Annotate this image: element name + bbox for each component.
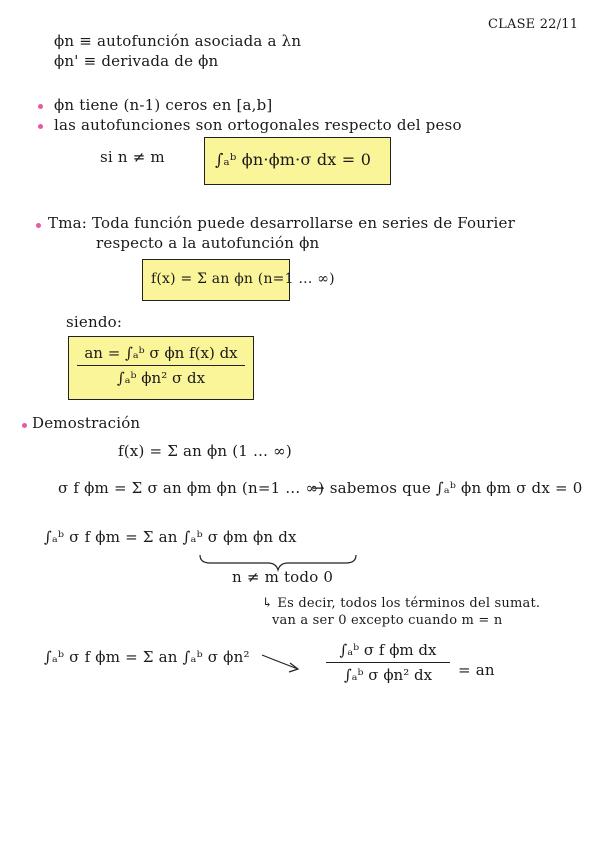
coefficient-numerator: an = ∫ₐᵇ σ ϕn f(x) dx [84,344,238,362]
series-expansion-eq: f(x) = Σ an ϕn (1 … ∞) [118,442,292,460]
definition-phi-n-derivative: ϕn' ≡ derivada de ϕn [54,52,219,70]
condition-n-neq-m: si n ≠ m [100,148,165,166]
orthogonality-formula: ∫ₐᵇ ϕn·ϕm·σ dx = 0 [215,150,372,169]
theorem-statement-cont: respecto a la autofunción ϕn [96,234,320,252]
final-numerator: ∫ₐᵇ σ f ϕm dx [339,641,437,659]
bullet-zeros: ϕn tiene (n-1) ceros en [a,b] [54,96,273,114]
siendo-label: siendo: [66,313,123,331]
multiplied-series-eq: σ f ϕm = Σ σ an ϕm ϕn (n=1 … ∞) [58,479,325,497]
definition-phi-n: ϕn ≡ autofunción asociada a λn [54,32,302,50]
fourier-series-formula: f(x) = Σ an ϕn (n=1 … ∞) [151,271,335,287]
class-date: CLASE 22/11 [488,17,579,32]
reduced-sum-eq: ∫ₐᵇ σ f ϕm = Σ an ∫ₐᵇ σ ϕn² [44,648,250,666]
fraction-bar [326,662,450,663]
explanation-line-1: ↳ Es decir, todos los términos del sumat. [262,596,541,611]
integrated-series-eq: ∫ₐᵇ σ f ϕm = Σ an ∫ₐᵇ σ ϕm ϕn dx [44,528,297,546]
orthogonality-reminder: → sabemos que ∫ₐᵇ ϕn ϕm σ dx = 0 [312,479,583,497]
final-result: = an [458,661,495,679]
final-fraction [326,640,450,685]
final-denominator: ∫ₐᵇ σ ϕn² dx [343,666,433,685]
coefficient-denominator: ∫ₐᵇ ϕn² σ dx [116,369,206,388]
right-arrow-shaft [262,655,298,669]
explanation-line-2: van a ser 0 excepto cuando m = n [272,613,503,628]
theorem-statement: Tma: Toda función puede desarrollarse en series de Fourier [48,214,515,232]
demonstration-title: Demostración [32,414,141,432]
bullet-orthogonal: las autofunciones son ortogonales respecto del peso [54,116,462,134]
brace-note: n ≠ m todo 0 [232,568,334,586]
